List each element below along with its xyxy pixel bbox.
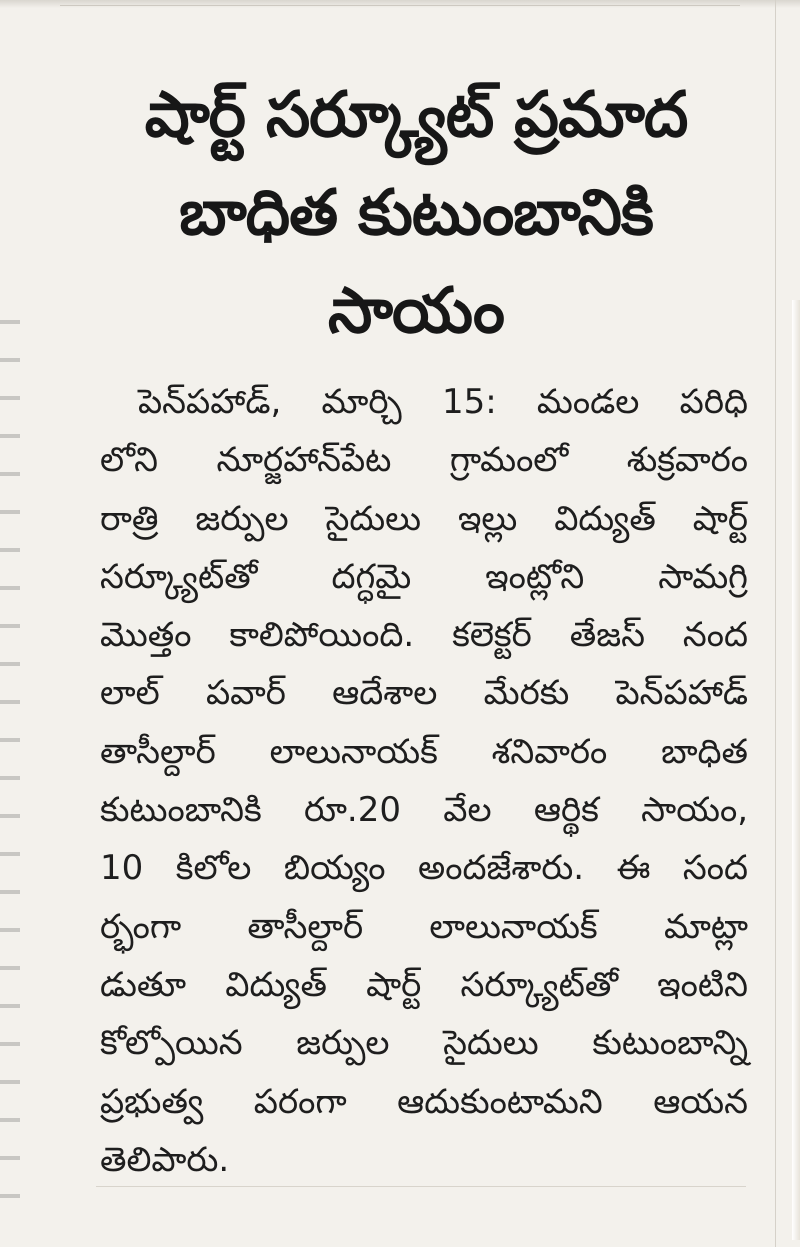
body-line-4: సర్క్యూట్‌తో దగ్ధమై ఇంట్లోని సామగ్రి <box>100 556 748 597</box>
body-line-10: ర్భంగా తాసీల్దార్ లాలునాయక్ మాట్లా <box>100 906 748 947</box>
headline-line-2: బాధిత కుటుంబానికి <box>179 176 653 250</box>
body-line-14: తెలిపారు. <box>100 1139 230 1180</box>
body-line-9: 10 కిలోల బియ్యం అందజేశారు. ఈ సంద <box>100 848 748 889</box>
body-line-12: కోల్పోయిన జర్పుల సైదులు కుటుంబాన్ని <box>100 1023 748 1064</box>
body-line-1: పెన్‌పహాడ్, మార్చి 15: మండల పరిధి <box>138 382 748 422</box>
adjacent-column-fragment <box>0 320 20 1220</box>
headline-line-3: సాయం <box>328 274 504 348</box>
body-line-11: డుతూ విద్యుత్ షార్ట్ సర్క్యూట్‌తో ఇంటిని <box>100 964 748 1005</box>
top-edge <box>0 0 800 8</box>
body-line-6: లాల్ పవార్ ఆదేశాల మేరకు పెన్‌పహాడ్ <box>100 673 748 714</box>
bottom-rule <box>96 1186 746 1187</box>
body-line-2: లోని నూర్జహాన్‌పేట గ్రామంలో శుక్రవారం <box>100 440 748 481</box>
body-line-8: కుటుంబానికి రూ.20 వేల ఆర్థిక సాయం, <box>100 790 748 831</box>
body-line-7: తాసీల్దార్ లాలునాయక్ శనివారం బాధిత <box>100 731 748 772</box>
body-line-5: మొత్తం కాలిపోయింది. కలెక్టర్ తేజస్ నంద <box>100 615 748 656</box>
headline-line-1: షార్ట్ సర్క్యూట్ ప్రమాద <box>144 78 688 152</box>
headline <box>92 66 740 360</box>
header-rule <box>60 5 740 6</box>
right-margin <box>792 300 800 1240</box>
article-body <box>100 373 748 1189</box>
column-divider <box>775 0 776 1247</box>
body-line-13: ప్రభుత్వ పరంగా ఆదుకుంటామని ఆయన <box>100 1081 748 1122</box>
body-line-3: రాత్రి జర్పుల సైదులు ఇల్లు విద్యుత్ షార్ట్ <box>100 498 748 539</box>
